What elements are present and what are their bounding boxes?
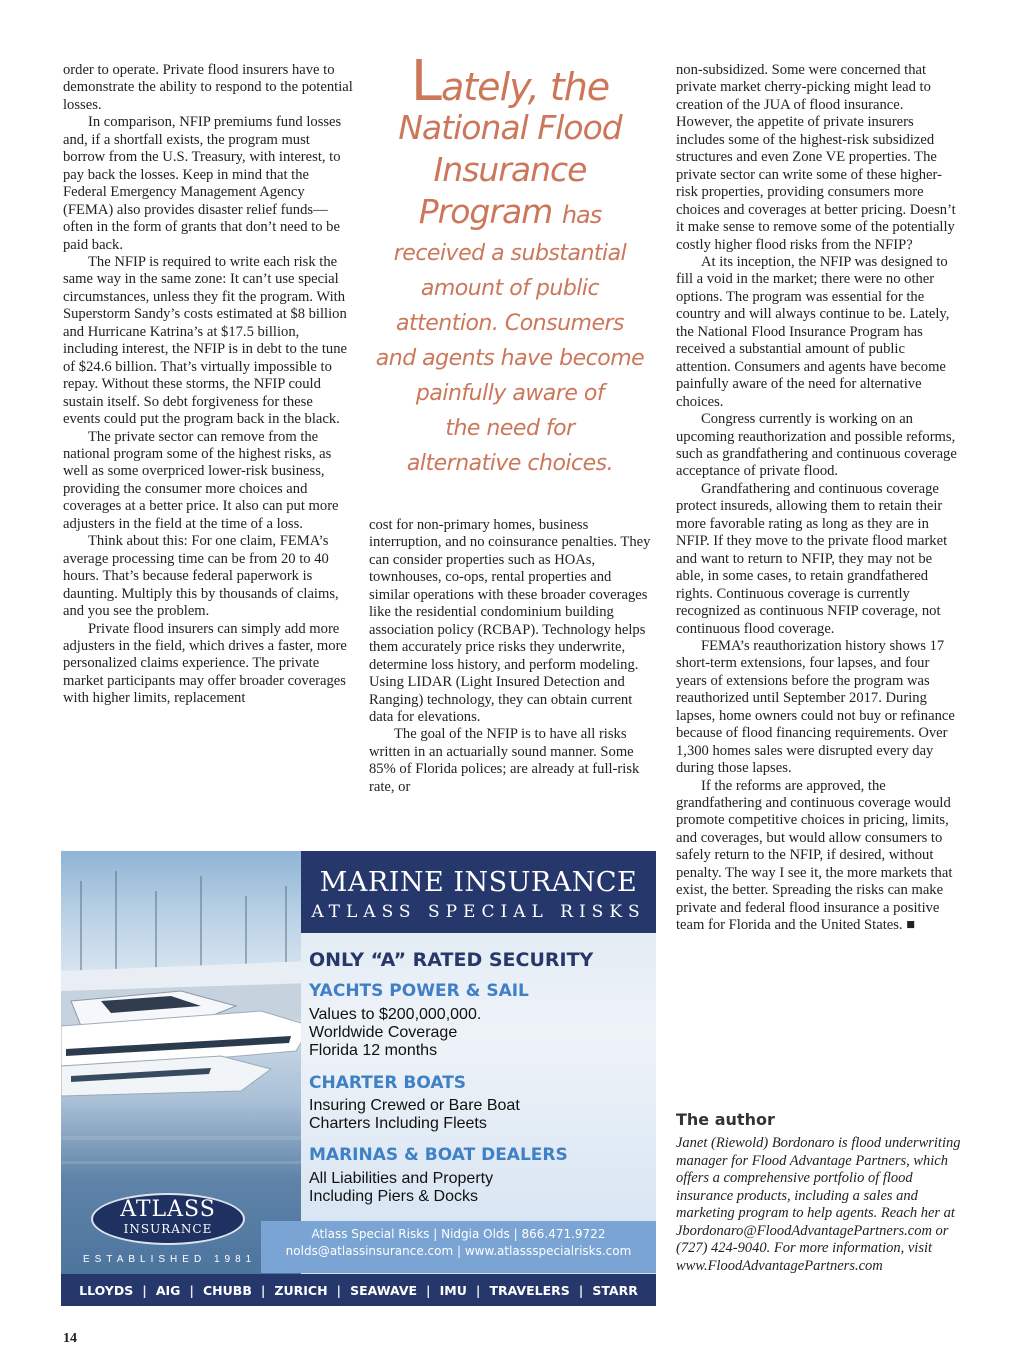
ad-subtitle: ATLASS SPECIAL RISKS (311, 902, 646, 922)
article-column-3 (676, 62, 961, 935)
ad-header (301, 851, 656, 933)
pullquote-line: and agents have become (375, 346, 645, 371)
ad-title: MARINE INSURANCE (319, 867, 638, 898)
pullquote-line: received a substantial (393, 241, 627, 266)
author-heading: The author (676, 1110, 775, 1129)
established-text: ESTABLISHED 1981 (83, 1254, 257, 1265)
ad-charter-details (309, 1097, 520, 1133)
ad-line: All Liabilities and Property (309, 1170, 494, 1187)
ad-rated-heading: ONLY “A” RATED SECURITY (309, 949, 594, 971)
paragraph: The private sector can remove from the national program some of the highest risks, as well as some overpriced lower-risk business, providing the consumer more choices and coverages at a better price. It also can put more adjusters in the field at the time of a loss. (63, 428, 339, 532)
ad-line: Charters Including Fleets (309, 1115, 487, 1132)
paragraph: At its inception, the NFIP was designed to fill a void in the market; there were no other options. The program was essential for the country and will always continue to be. Lately, the National Flood Insurance Program has received a substantial amount of public attention. Consumers and agents have become painfully aware of the need for alternative choices. (676, 253, 950, 410)
ad-yachts-details (309, 1006, 481, 1060)
ad-marinas-heading: MARINAS & BOAT DEALERS (309, 1145, 568, 1165)
pullquote-line: ately, the (441, 65, 610, 109)
paragraph: Congress currently is working on an upcoming reauthorization and possible reforms, such as grandfathering and continuous coverage acceptance of private flood. (676, 411, 957, 480)
pullquote-line: attention. Consumers (396, 311, 624, 336)
paragraph: In comparison, NFIP premiums fund losses and, if a shortfall exists, the program must borrow from the U.S. Treasury, with interest, to pay back the losses. Keep in mind that the Federal Emergency Management Agency (FEMA) also provides disaster relief funds—often in the form of grants that don’t need to be paid back. (63, 114, 342, 253)
ad-line: Worldwide Coverage (309, 1024, 458, 1041)
ad-contact-line: Atlass Special Risks | Nidgia Olds | 866.471.9722 (311, 1227, 606, 1241)
ad-line: Values to $200,000,000. (309, 1006, 482, 1023)
pullquote-line: has (561, 201, 602, 229)
ad-line: Including Piers & Docks (309, 1188, 478, 1205)
carrier-name: CHUBB (203, 1282, 252, 1298)
pullquote-line: Insurance (433, 150, 587, 189)
pullquote-line: the need for (445, 416, 575, 441)
ad-line: Insuring Crewed or Bare Boat (309, 1097, 520, 1114)
marine-insurance-ad (61, 851, 656, 1306)
ad-marinas-details (309, 1170, 493, 1206)
carrier-name: ZURICH (274, 1282, 328, 1298)
ad-yachts-heading: YACHTS POWER & SAIL (309, 981, 529, 1001)
pullquote-line: Program (418, 192, 553, 231)
carrier-name: LLOYDS (79, 1282, 134, 1298)
ad-contact-band (261, 1221, 656, 1273)
pullquote-line: alternative choices. (406, 451, 614, 476)
paragraph: The NFIP is required to write each risk the same way in the same zone: It can’t use special circumstances, unless they fit the program. With Superstorm Sandy’s costs estimated at $8 billion and Hurricane Katrina’s at $17.5 billion, including interest, the NFIP is in debt to the tune of $24.6 billion. That’s virtually impossible to repay. Without these storms, the NFIP could sustain itself. So debt forgiveness for these events could put the program back in the black. (63, 253, 348, 428)
logo-text: ATLASS (120, 1197, 216, 1222)
pullquote-line: amount of public (420, 276, 600, 301)
pull-quote (364, 49, 656, 481)
ad-line: Florida 12 months (309, 1042, 438, 1059)
carrier-bar: LLOYDS | AIG | CHUBB | ZURICH | SEAWAVE | IMU | TRAVELERS | STARR (61, 1274, 656, 1306)
carrier-name: TRAVELERS (489, 1282, 570, 1298)
pullquote-drop-cap: L (410, 49, 441, 114)
article-column-2 (369, 517, 654, 796)
paragraph: Grandfathering and continuous coverage protect insureds, allowing them to retain their more favorable rating as long as they are in NFIP. If they move to the private flood market and want to return to NFIP, they may not be able, in some cases, to retain grandfathered rights. Continuous coverage is currently recognized as continuous NFIP coverage, not continuous flood coverage. (676, 480, 948, 637)
paragraph: Think about this: For one claim, FEMA’s average processing time can be from 20 to 40 hours. That’s because federal paperwork is daunting. Multiply this by thousands of claims, and you see the problem. (63, 533, 339, 620)
carrier-name: STARR (592, 1282, 638, 1298)
logo-text: INSURANCE (123, 1222, 213, 1236)
paragraph: If the reforms are approved, the grandfathering and continuous coverage would promote competitive choices in pricing, limits, and coverages, but would allow consumers to safely return to the NFIP, if desired, without penalty. The way I see it, the more markets that exist, the better. Spreading the risks can make private and federal flood insurance a positive team for Florida and the United States. ■ (676, 777, 953, 934)
carrier-name: SEAWAVE (350, 1282, 418, 1298)
paragraph: Private flood insurers can simply add more adjusters in the field, which drives a faster, more personalized claims experience. The private market participants may offer broader coverages with higher limits, replacement (63, 620, 347, 707)
paragraph: order to operate. Private flood insurers have to demonstrate the ability to respond to the potential losses. (63, 62, 353, 113)
paragraph: FEMA’s reauthorization history shows 17 short-term extensions, four lapses, and four years of extensions before the program was reauthorized until September 2017. During lapses, home owners could not buy or refinance because of flood financing requirements. Over 1,300 homes sales were disrupted every day during those lapses. (676, 637, 955, 777)
carrier-name: AIG (155, 1282, 181, 1298)
carrier-name: IMU (439, 1282, 467, 1298)
atlass-logo (91, 1193, 245, 1245)
paragraph: The goal of the NFIP is to have all risks written in an actuarially sound manner. Some 85% of Florida polices; are already at full-risk rate, or (369, 726, 640, 795)
author-bio: Janet (Riewold) Bordonaro is flood underwriting manager for Flood Advantage Partners, which offers a comprehensive portfolio of flood insurance products, including a sales and marketing program to help agents. Reach her at Jbordonaro@FloodAdvantagePartners.com or (727) 424-9040. For more information, visit www.FloodAdvantagePartners.com (676, 1135, 961, 1274)
paragraph: non-subsidized. Some were concerned that private market cherry-picking might lead to creation of the JUA of flood insurance. However, the appetite of private insurers includes some of the highest-risk subsidized structures and even Zone VE properties. The private sector can write some of these higher-risk properties, providing consumers more choices and coverages at better pricing. Doesn’t it make sense to remove some of the potentially costly higher flood risks from the NFIP? (676, 62, 956, 253)
ad-contact-line: nolds@atlassinsurance.com | www.atlassspecialrisks.com (285, 1244, 632, 1258)
page-number: 14 (63, 1331, 77, 1346)
pullquote-line: painfully aware of (415, 381, 605, 406)
paragraph: cost for non-primary homes, business interruption, and no coinsurance penalties. They can consider properties such as HOAs, townhouses, co-ops, rental properties and similar operations with these broader coverages like the residential condominium building association policy (RCBAP). Technology helps them accurately price risks they underwrite, determine loss history, and perform modeling. Using LIDAR (Light Insured Detection and Ranging) technology, they can obtain current data for elevations. (369, 517, 651, 725)
article-column-1 (63, 62, 353, 708)
ad-charter-heading: CHARTER BOATS (309, 1073, 467, 1093)
pullquote-line: National Flood (398, 108, 622, 147)
